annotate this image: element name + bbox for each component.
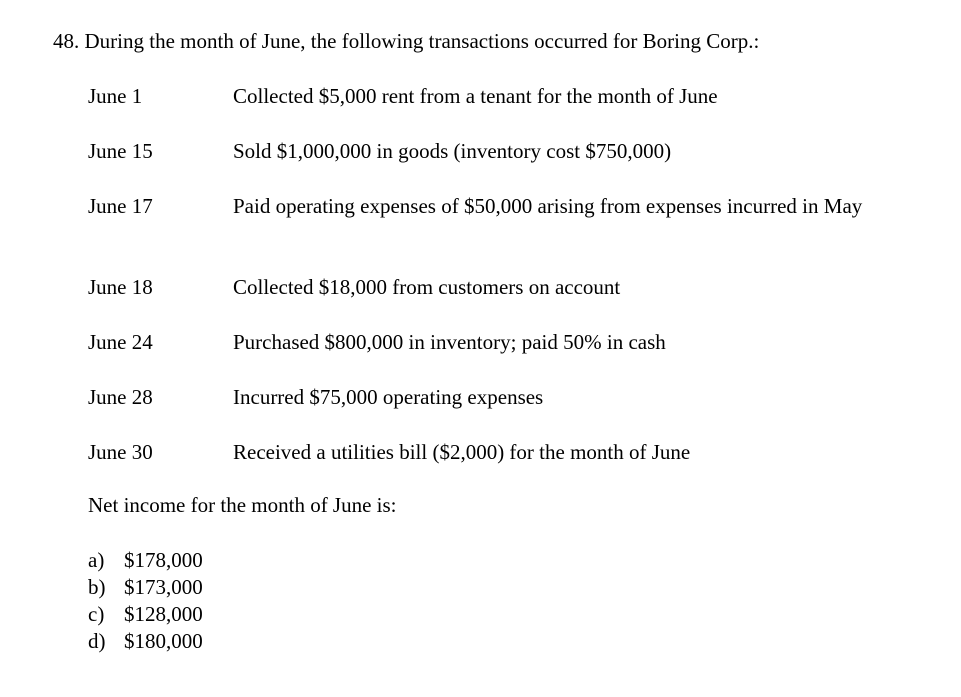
option-letter: d) xyxy=(88,629,106,653)
transaction-description: Received a utilities bill ($2,000) for the month of June xyxy=(233,440,691,464)
option-letter: c) xyxy=(88,602,105,626)
transaction-date: June 28 xyxy=(88,385,153,409)
answer-option-b[interactable] xyxy=(88,574,203,601)
question-text: During the month of June, the following transactions occurred for Boring Corp.: xyxy=(84,29,760,53)
transaction-description: Incurred $75,000 operating expenses xyxy=(233,385,544,409)
option-value: $180,000 xyxy=(124,629,203,653)
question-heading xyxy=(53,28,759,54)
question-number: 48. xyxy=(53,29,80,53)
option-value: $173,000 xyxy=(124,575,203,599)
option-letter: b) xyxy=(88,575,106,599)
option-value: $128,000 xyxy=(124,602,203,626)
transaction-date: June 17 xyxy=(88,194,153,218)
answer-option-c[interactable] xyxy=(88,601,203,628)
transaction-date: June 30 xyxy=(88,440,153,464)
transaction-date: June 18 xyxy=(88,275,153,299)
transaction-date: June 24 xyxy=(88,330,153,354)
transaction-description: Sold $1,000,000 in goods (inventory cost $750,000) xyxy=(233,139,672,163)
transaction-description: Paid operating expenses of $50,000 arising from expenses incurred in May xyxy=(233,194,863,218)
option-letter: a) xyxy=(88,548,105,572)
option-value: $178,000 xyxy=(124,548,203,572)
transaction-description: Purchased $800,000 in inventory; paid 50% in cash xyxy=(233,330,666,354)
answer-option-a[interactable] xyxy=(88,547,203,574)
transaction-description: Collected $5,000 rent from a tenant for the month of June xyxy=(233,84,718,108)
question-prompt: Net income for the month of June is: xyxy=(88,493,397,517)
transaction-date: June 1 xyxy=(88,84,143,108)
answer-option-d[interactable] xyxy=(88,628,203,655)
answer-options xyxy=(88,547,203,655)
transaction-description: Collected $18,000 from customers on account xyxy=(233,275,621,299)
transaction-date: June 15 xyxy=(88,139,153,163)
